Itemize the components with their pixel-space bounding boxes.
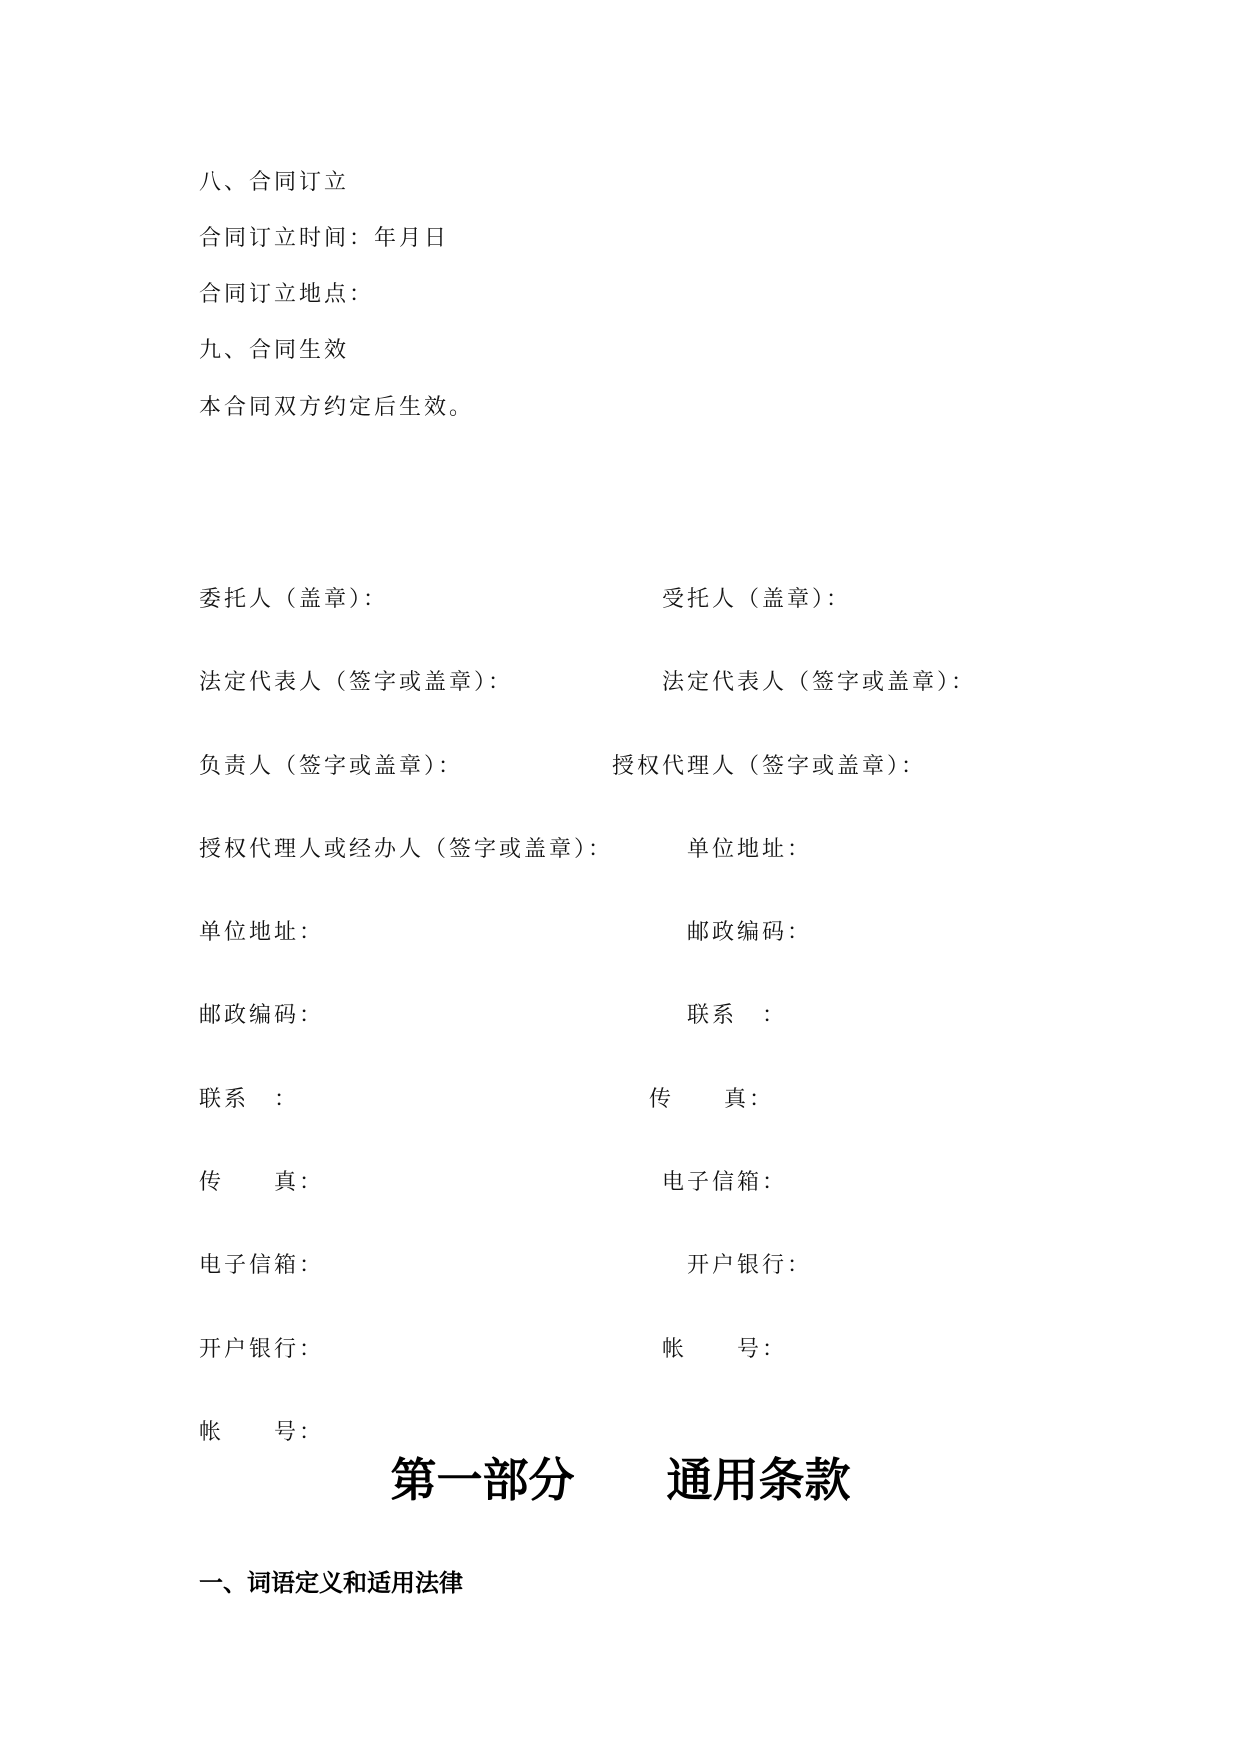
principal-legal-rep-label: 法定代表人（签字或盖章）： [199, 670, 514, 695]
trustee-postcode-label: 邮政编码： [687, 920, 813, 945]
trustee-agent-label: 授权代理人（签字或盖章）： [612, 754, 927, 779]
principal-account-label: 帐 号： [199, 1420, 325, 1445]
principal-responsible-person-label: 负责人（签字或盖章）： [199, 754, 464, 779]
trustee-seal-label: 受托人（盖章）： [662, 587, 852, 612]
part-1-title: 第一部分 通用条款 [390, 1453, 851, 1507]
contract-signing-place: 合同订立地点： [199, 282, 375, 307]
section-1-heading: 一、词语定义和适用法律 [199, 1569, 463, 1597]
trustee-legal-rep-label: 法定代表人（签字或盖章）： [662, 670, 977, 695]
principal-address-label: 单位地址： [199, 920, 325, 945]
trustee-contact-label: 联系 ： [687, 1003, 788, 1028]
principal-contact-label: 联系 ： [199, 1087, 300, 1112]
trustee-address-label: 单位地址： [687, 837, 813, 862]
principal-bank-label: 开户银行： [199, 1337, 325, 1362]
trustee-fax-label: 传 真： [649, 1087, 775, 1112]
contract-signing-time: 合同订立时间：年月日 [199, 226, 450, 251]
principal-agent-label: 授权代理人或经办人（签字或盖章）： [199, 837, 614, 862]
principal-fax-label: 传 真： [199, 1170, 325, 1195]
contract-effect-clause: 本合同双方约定后生效。 [199, 395, 475, 420]
principal-postcode-label: 邮政编码： [199, 1003, 325, 1028]
section-9-heading: 九、合同生效 [199, 338, 350, 363]
principal-email-label: 电子信箱： [199, 1253, 325, 1278]
trustee-bank-label: 开户银行： [687, 1253, 813, 1278]
principal-seal-label: 委托人（盖章）： [199, 587, 389, 612]
trustee-email-label: 电子信箱： [662, 1170, 788, 1195]
section-8-heading: 八、合同订立 [199, 170, 350, 195]
trustee-account-label: 帐 号： [662, 1337, 788, 1362]
